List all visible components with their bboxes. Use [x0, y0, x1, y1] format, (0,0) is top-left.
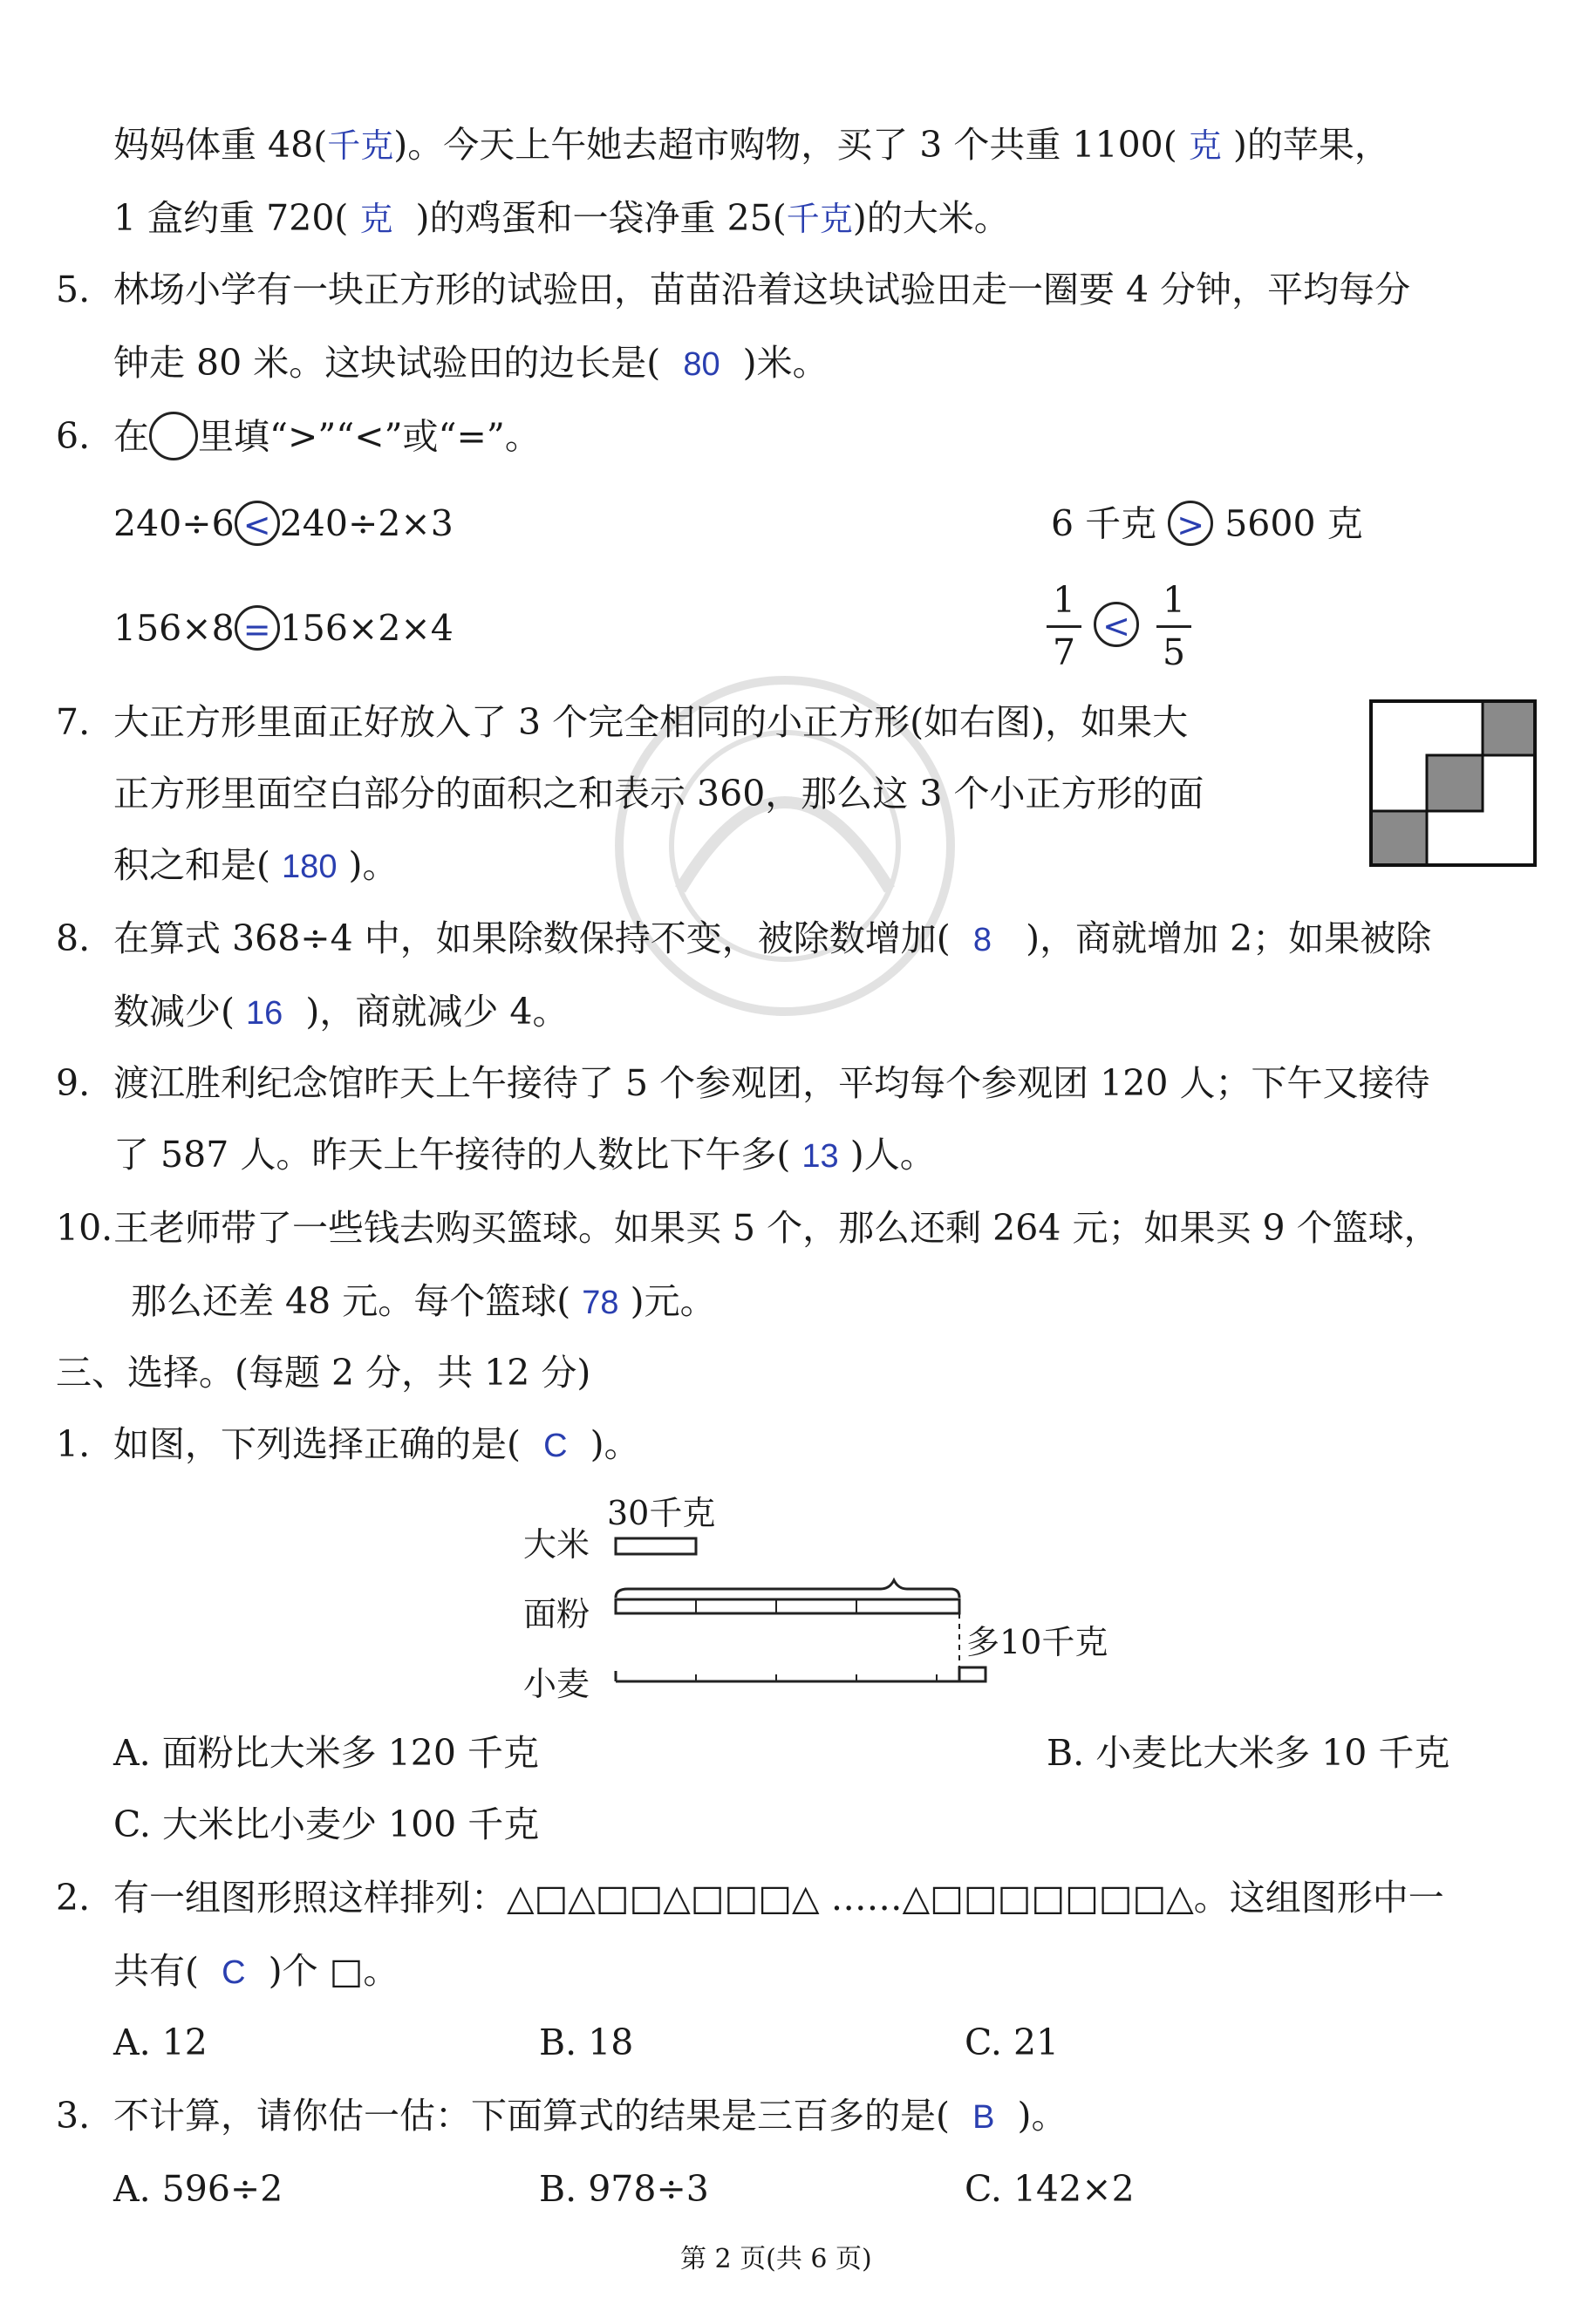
q6-item-1-right: 240÷2×3 — [279, 502, 454, 545]
q6-intro-b: 里填“>”“<”或“=”。 — [198, 415, 541, 458]
q6-number: 6. — [56, 415, 91, 457]
answer-c3: B — [972, 2099, 995, 2136]
flour-segment — [616, 1599, 959, 1613]
answer-cont-2a: 克 — [359, 201, 393, 238]
q6-item-1-left: 240÷6 — [113, 502, 235, 545]
fraction-right-denominator: 5 — [1162, 631, 1186, 673]
fraction-right — [1156, 579, 1191, 673]
q8-text-2a: 数减少( — [113, 991, 235, 1033]
cont-line-2-text-c: )的大米。 — [852, 197, 1010, 239]
cont-line-1-text-a: 妈妈体重 48( — [113, 124, 328, 166]
q6-item-2-left: 6 千克 — [1051, 502, 1157, 545]
cont-line-1-text-c: )的苹果， — [1232, 124, 1390, 166]
q8-line-1 — [113, 917, 1432, 959]
q7-line-2: 正方形里面空白部分的面积之和表示 360，那么这 3 个小正方形的面 — [113, 773, 1204, 815]
q6-item-4-sign-wrap — [1094, 605, 1139, 651]
c3-option-a: A. 596÷2 — [113, 2168, 283, 2210]
q6-item-3 — [113, 609, 454, 654]
q10-line-1: 王老师带了一些钱去购买篮球。如果买 5 个，那么还剩 264 元；如果买 9 个篮球， — [113, 1207, 1440, 1249]
c1-option-c: C. 大米比小麦少 100 千克 — [113, 1803, 540, 1845]
q5-text-b: )米。 — [742, 342, 829, 384]
compare-circle-3: = — [235, 605, 280, 651]
answer-q9: 13 — [801, 1138, 839, 1175]
q6-item-2 — [1051, 504, 1363, 549]
c2-option-a: A. 12 — [113, 2021, 208, 2063]
answer-cont-1b: 克 — [1188, 128, 1222, 165]
fraction-left-bar — [1047, 625, 1081, 628]
c1-option-a: A. 面粉比大米多 120 千克 — [113, 1732, 539, 1774]
q10-text-a: 那么还差 48 元。每个篮球( — [131, 1280, 571, 1322]
q7-text-a: 积之和是( — [113, 844, 270, 886]
q7-line-1: 大正方形里面正好放入了 3 个完全相同的小正方形(如右图)，如果大 — [113, 701, 1189, 743]
q6-intro-a: 在 — [113, 415, 149, 458]
fraction-left — [1047, 579, 1081, 673]
c2-text-a: 共有( — [113, 1950, 199, 1992]
c3-stem-b: )。 — [1017, 2095, 1067, 2137]
q8-number: 8. — [56, 917, 91, 959]
cont-line-2-text-b: )的鸡蛋和一袋净重 25( — [415, 197, 787, 239]
c1-number: 1. — [56, 1423, 91, 1465]
flour-brace — [616, 1580, 959, 1598]
q6-item-2-right: 5600 克 — [1224, 502, 1363, 545]
compare-circle-1: < — [235, 501, 280, 546]
c1-stem — [113, 1423, 640, 1465]
q7-text-b: )。 — [348, 844, 399, 886]
q8-line-2 — [113, 991, 569, 1033]
diagram-label-rice: 大米 — [523, 1525, 590, 1564]
compare-circle-4: < — [1094, 602, 1139, 647]
q6-item-3-left: 156×8 — [113, 607, 235, 650]
q9-line-1: 渡江胜利纪念馆昨天上午接待了 5 个参观团，平均每个参观团 120 人；下午又接待 — [113, 1062, 1430, 1104]
answer-c2: C — [222, 1954, 246, 1991]
q6-item-3-right: 156×2×4 — [279, 607, 454, 650]
c2-text-b: )个 □。 — [268, 1950, 399, 1992]
diagram-label-flour: 面粉 — [523, 1595, 590, 1633]
answer-cont-2b: 千克 — [786, 201, 853, 238]
fraction-left-numerator: 1 — [1052, 579, 1076, 621]
q8-text-2b: )，商就减少 4。 — [305, 991, 569, 1033]
diagram-rice-weight: 30千克 — [607, 1494, 716, 1532]
c3-stem — [113, 2095, 1067, 2137]
c2-number: 2. — [56, 1877, 91, 1919]
c2-option-c: C. 21 — [965, 2021, 1060, 2063]
cont-line-2-text-a: 1 盒约重 720( — [113, 197, 349, 239]
c2-line-1: 有一组图形照这样排列：△□△□□△□□□△ ……△□□□□□□□△。这组图形中一 — [113, 1877, 1444, 1919]
fraction-left-denominator: 7 — [1052, 631, 1076, 673]
q7-line-3 — [113, 844, 399, 886]
q9-line-2 — [113, 1134, 936, 1176]
answer-q8-2: 16 — [246, 995, 283, 1032]
q6-item-1 — [113, 504, 454, 549]
answer-q8-1: 8 — [972, 922, 992, 958]
q10-line-2 — [131, 1280, 716, 1322]
c3-stem-a: 不计算，请你估一估：下面算式的结果是三百多的是( — [113, 2095, 950, 2137]
answer-cont-1a: 千克 — [327, 128, 394, 165]
q8-text-1b: )，商就增加 2；如果被除 — [1026, 917, 1432, 959]
empty-circle-icon — [149, 412, 198, 460]
c3-option-c: C. 142×2 — [965, 2168, 1135, 2210]
c1-stem-a: 如图，下列选择正确的是( — [113, 1423, 521, 1465]
compare-circle-2: > — [1168, 501, 1213, 546]
section-3-title: 三、选择。(每题 2 分，共 12 分) — [56, 1352, 591, 1394]
q8-text-1a: 在算式 368÷4 中，如果除数保持不变，被除数增加( — [113, 917, 951, 959]
cont-line-1 — [113, 124, 1390, 166]
q9-number: 9. — [56, 1062, 91, 1104]
q5-line-2 — [113, 342, 829, 384]
c1-option-b: B. 小麦比大米多 10 千克 — [1047, 1732, 1450, 1774]
answer-c1: C — [543, 1428, 568, 1464]
segment-diagram — [602, 1528, 994, 1702]
fraction-right-numerator: 1 — [1162, 579, 1186, 621]
cont-line-2 — [113, 197, 1010, 239]
q6-intro — [113, 415, 541, 464]
fraction-right-bar — [1156, 625, 1191, 628]
c2-option-b: B. 18 — [539, 2021, 634, 2063]
squares-figure — [1369, 699, 1537, 867]
rice-segment — [616, 1538, 696, 1554]
answer-q7: 180 — [282, 849, 338, 885]
c1-stem-b: )。 — [590, 1423, 640, 1465]
c3-number: 3. — [56, 2095, 91, 2137]
q10-number: 10. — [56, 1207, 113, 1249]
q5-number: 5. — [56, 269, 91, 310]
diagram-label-wheat: 小麦 — [523, 1665, 590, 1703]
cont-line-1-text-b: )。今天上午她去超市购物，买了 3 个共重 1100( — [393, 124, 1177, 166]
q9-text-b: )人。 — [849, 1134, 936, 1176]
answer-q5: 80 — [683, 346, 720, 383]
diagram-extra-weight: 多10千克 — [966, 1623, 1108, 1661]
q7-number: 7. — [56, 701, 91, 743]
c2-line-2 — [113, 1950, 399, 1992]
c3-option-b: B. 978÷3 — [539, 2168, 709, 2210]
page-footer: 第 2 页(共 6 页) — [680, 2244, 872, 2274]
q9-text-a: 了 587 人。昨天上午接待的人数比下午多( — [113, 1134, 791, 1176]
q5-text-a: 钟走 80 米。这块试验田的边长是( — [113, 342, 661, 384]
answer-q10: 78 — [582, 1285, 619, 1321]
q5-line-1: 林场小学有一块正方形的试验田，苗苗沿着这块试验田走一圈要 4 分钟，平均每分 — [113, 269, 1411, 310]
q10-text-b: )元。 — [630, 1280, 716, 1322]
